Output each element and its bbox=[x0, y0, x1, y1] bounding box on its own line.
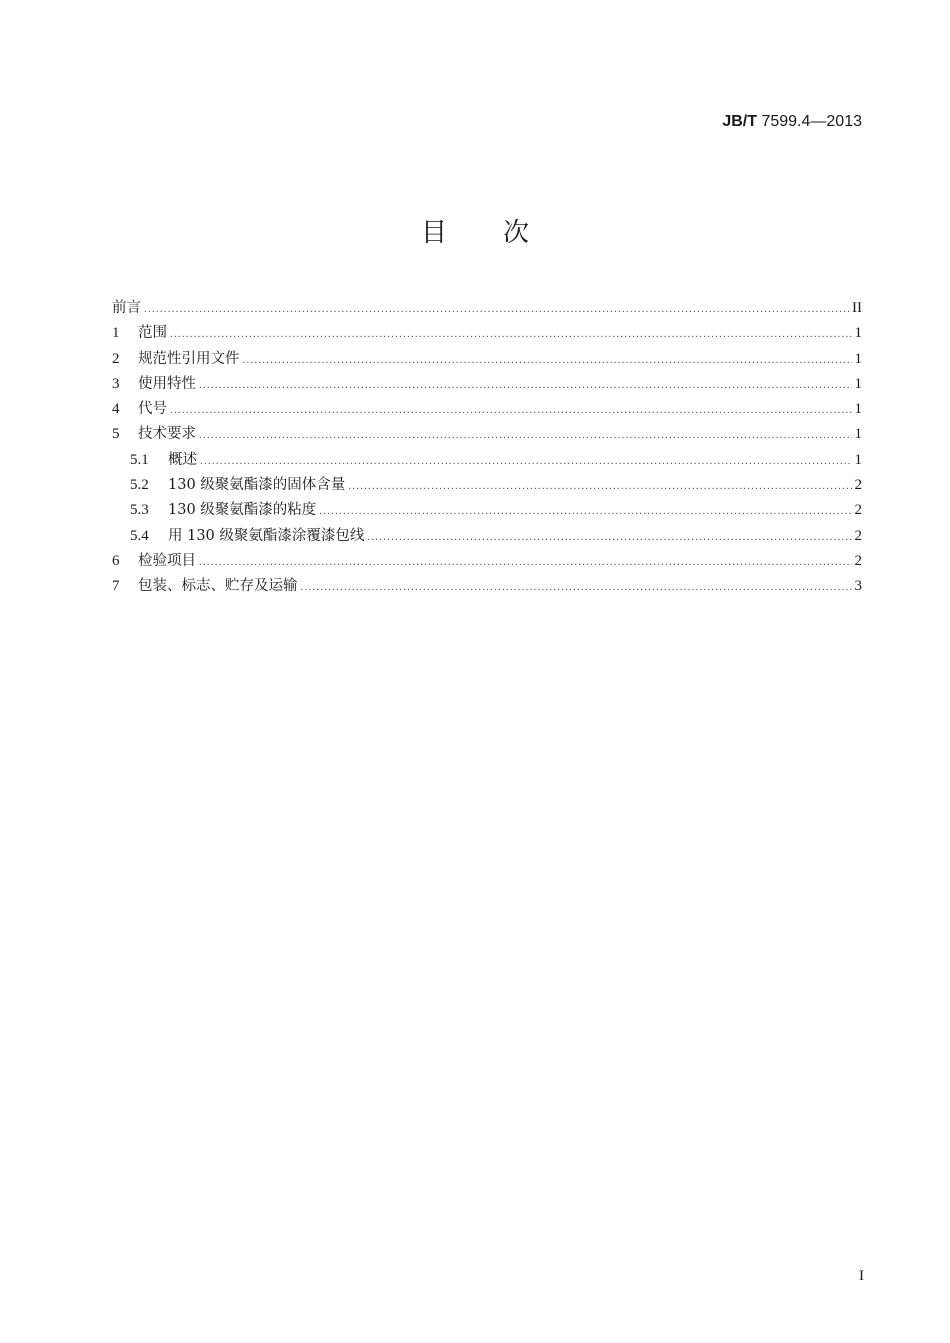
toc-entry-number: 5.4 bbox=[130, 527, 149, 544]
toc-entry-page: 2 bbox=[854, 477, 862, 494]
standard-code bbox=[722, 113, 862, 131]
toc-entry-number: 3 bbox=[112, 375, 120, 392]
toc-entry-label: 概述 bbox=[168, 451, 197, 468]
leader-dots bbox=[199, 423, 852, 448]
page-title bbox=[0, 212, 950, 249]
toc-entry-5-4[interactable] bbox=[112, 524, 862, 549]
toc-entry-1[interactable] bbox=[112, 321, 862, 346]
toc-entry-4[interactable] bbox=[112, 397, 862, 422]
leader-dots bbox=[301, 575, 852, 600]
toc-entry-label: 用 130 级聚氨酯漆涂覆漆包线 bbox=[168, 527, 365, 544]
toc-entry-label: 130 级聚氨酯漆的固体含量 bbox=[168, 477, 346, 494]
toc-entry-page: 1 bbox=[854, 451, 862, 468]
toc-entry-number: 2 bbox=[112, 350, 120, 367]
toc-entry-number: 1 bbox=[112, 325, 120, 342]
table-of-contents bbox=[112, 296, 862, 600]
leader-dots bbox=[170, 398, 852, 423]
toc-entry-label: 检验项目 bbox=[138, 552, 196, 569]
toc-entry-5-2[interactable] bbox=[112, 473, 862, 498]
toc-entry-number: 6 bbox=[112, 552, 120, 569]
leader-dots bbox=[319, 499, 851, 524]
toc-entry-2[interactable] bbox=[112, 347, 862, 372]
title-char-2: 次 bbox=[503, 218, 530, 248]
standard-code-prefix: JB/T bbox=[722, 113, 758, 130]
toc-entry-page: 2 bbox=[854, 552, 862, 569]
leader-dots bbox=[144, 297, 849, 322]
toc-entry-number: 5.1 bbox=[130, 451, 149, 468]
leader-dots bbox=[200, 449, 852, 474]
toc-entry-page: 2 bbox=[854, 502, 862, 519]
toc-entry-page: 1 bbox=[854, 426, 862, 443]
toc-entry-page: 1 bbox=[854, 375, 862, 392]
leader-dots bbox=[199, 373, 852, 398]
leader-dots bbox=[348, 474, 851, 499]
title-char-1: 目 bbox=[420, 218, 447, 248]
toc-entry-number: 5.3 bbox=[130, 502, 149, 519]
footer-page-number: I bbox=[859, 1268, 864, 1284]
toc-entry-3[interactable] bbox=[112, 372, 862, 397]
toc-entry-6[interactable] bbox=[112, 549, 862, 574]
toc-entry-number: 5.2 bbox=[130, 477, 149, 494]
toc-entry-page: 1 bbox=[854, 325, 862, 342]
toc-entry-label: 范围 bbox=[138, 325, 167, 342]
toc-entry-5-1[interactable] bbox=[112, 448, 862, 473]
toc-entry-number: 5 bbox=[112, 426, 120, 443]
toc-entry-7[interactable] bbox=[112, 574, 862, 599]
toc-entry-label: 代号 bbox=[138, 401, 167, 418]
toc-entry-page: 3 bbox=[854, 578, 862, 595]
leader-dots bbox=[367, 525, 851, 550]
toc-entry-label: 130 级聚氨酯漆的粘度 bbox=[168, 502, 317, 519]
toc-entry-page: 2 bbox=[854, 527, 862, 544]
toc-entry-number: 4 bbox=[112, 401, 120, 418]
leader-dots bbox=[199, 550, 852, 575]
toc-entry-label: 前言 bbox=[112, 300, 141, 316]
toc-entry-page: II bbox=[852, 300, 862, 316]
standard-code-number: 7599.4—2013 bbox=[757, 113, 862, 130]
toc-entry-page: 1 bbox=[854, 401, 862, 418]
leader-dots bbox=[170, 322, 852, 347]
toc-entry-5-3[interactable] bbox=[112, 498, 862, 523]
toc-entry-label: 规范性引用文件 bbox=[138, 350, 240, 367]
toc-entry-foreword[interactable] bbox=[112, 296, 862, 321]
toc-entry-label: 技术要求 bbox=[138, 426, 196, 443]
leader-dots bbox=[243, 348, 852, 373]
toc-entry-page: 1 bbox=[854, 350, 862, 367]
toc-entry-label: 使用特性 bbox=[138, 375, 196, 392]
toc-entry-label: 包装、标志、贮存及运输 bbox=[138, 578, 298, 595]
toc-entry-5[interactable] bbox=[112, 422, 862, 447]
toc-entry-number: 7 bbox=[112, 578, 120, 595]
